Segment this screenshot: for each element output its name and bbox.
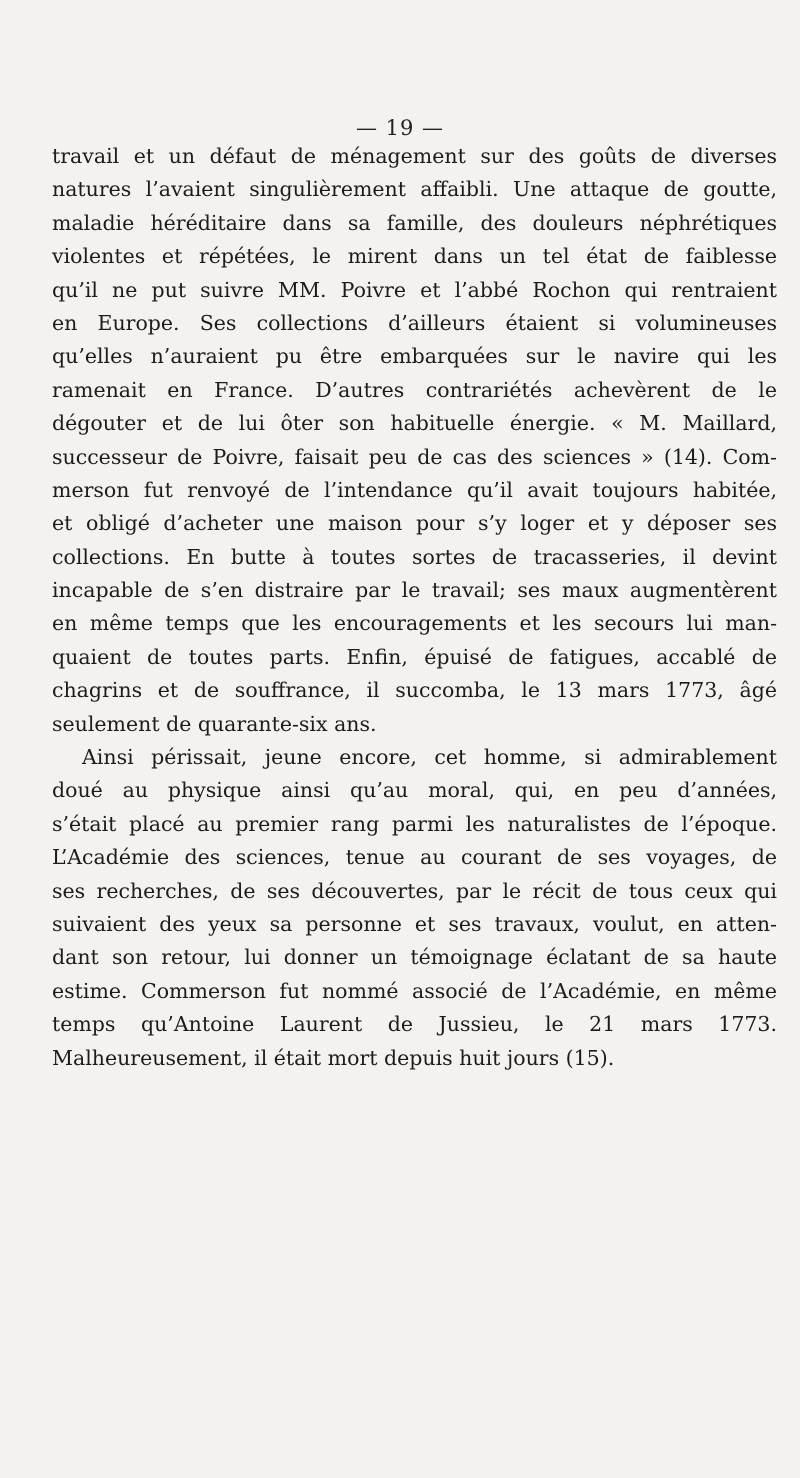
text-line: dant son retour, lui donner un témoignage éclatant de sa haute <box>52 945 777 970</box>
text-line: dégouter et de lui ôter son habituelle énergie. « M. Maillard, <box>52 411 777 436</box>
page-number: — 19 — <box>355 116 445 140</box>
text-line: temps qu’Antoine Laurent de Jussieu, le 21 mars 1773. <box>52 1012 777 1037</box>
paragraph-end-line: seulement de quarante-six ans. <box>52 711 377 736</box>
text-line: s’était placé au premier rang parmi les naturalistes de l’époque. <box>52 811 777 836</box>
text-line: doué au physique ainsi qu’au moral, qui, en peu d’années, <box>52 778 777 803</box>
text-line: quaient de toutes parts. Enfin, épuisé de fatigues, accablé de <box>52 644 777 669</box>
text-line: en même temps que les encouragements et les secours lui man- <box>52 611 777 636</box>
text-line: natures l’avaient singulièrement affaibli. Une attaque de goutte, <box>52 177 777 202</box>
body-text <box>52 140 777 1075</box>
text-line: estime. Commerson fut nommé associé de l’Académie, en même <box>52 978 777 1003</box>
text-line: incapable de s’en distraire par le travail; ses maux augmentèrent <box>52 578 777 603</box>
text-line: L’Académie des sciences, tenue au courant de ses voyages, de <box>52 845 777 870</box>
paragraph-start-line: Ainsi périssait, jeune encore, cet homme, si admirablement <box>82 745 777 770</box>
text-line: en Europe. Ses collections d’ailleurs étaient si volumineuses <box>52 310 777 335</box>
text-line: et obligé d’acheter une maison pour s’y loger et y déposer ses <box>52 511 777 536</box>
text-line: ramenait en France. D’autres contrariétés achevèrent de le <box>52 377 777 402</box>
text-line: chagrins et de souffrance, il succomba, le 13 mars 1773, âgé <box>52 678 777 703</box>
text-line: travail et un défaut de ménagement sur des goûts de diverses <box>52 144 777 168</box>
text-line: qu’elles n’auraient pu être embarquées sur le navire qui les <box>52 344 777 369</box>
text-line: collections. En butte à toutes sortes de tracasseries, il devint <box>52 544 777 569</box>
text-line: ses recherches, de ses découvertes, par le récit de tous ceux qui <box>52 878 777 903</box>
text-line: merson fut renvoyé de l’intendance qu’il avait toujours habitée, <box>52 477 777 502</box>
text-line: successeur de Poivre, faisait peu de cas des sciences » (14). Com- <box>52 444 777 469</box>
text-line: suivaient des yeux sa personne et ses travaux, voulut, en atten- <box>52 911 777 936</box>
paragraph-end-line: Malheureusement, il était mort depuis huit jours (15). <box>52 1045 615 1070</box>
text-line: violentes et répétées, le mirent dans un tel état de faiblesse <box>52 244 777 269</box>
text-line: maladie héréditaire dans sa famille, des douleurs néphrétiques <box>52 210 777 235</box>
text-line: qu’il ne put suivre MM. Poivre et l’abbé Rochon qui rentraient <box>52 277 777 302</box>
